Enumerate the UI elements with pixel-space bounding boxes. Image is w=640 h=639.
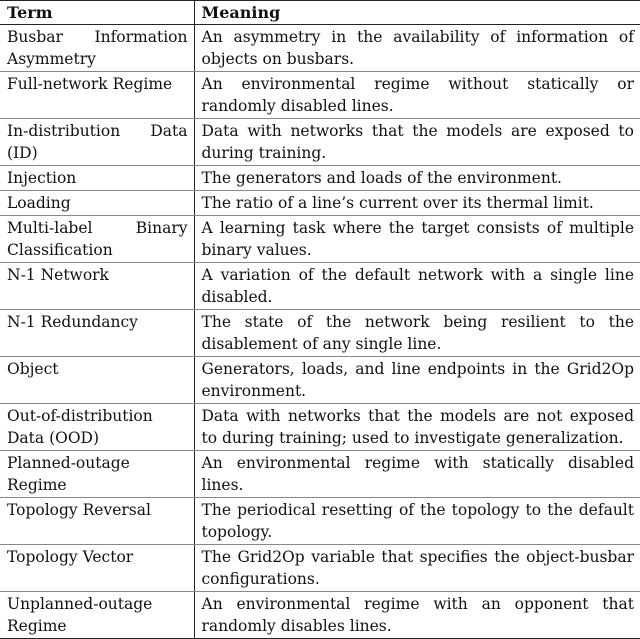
term-cell: Topology Reversal [0,498,194,545]
table-row [0,166,640,191]
term-column-header: Term [0,1,194,25]
table-row [0,216,640,263]
term-cell: N-1 Redundancy [0,310,194,357]
term-cell: Full-network Regime [0,72,194,119]
term-cell: Unplanned-outage Regime [0,592,194,639]
meaning-column-header: Meaning [194,1,640,25]
meaning-cell: Data with networks that the models are not exposed to during training; used to investigate generalization. [194,404,640,451]
meaning-cell: The generators and loads of the environment. [194,166,640,191]
meaning-cell: Data with networks that the models are exposed to during training. [194,119,640,166]
table-row [0,310,640,357]
meaning-cell: The Grid2Op variable that specifies the object-busbar configurations. [194,545,640,592]
table-row [0,263,640,310]
table-row [0,592,640,639]
table-row [0,404,640,451]
meaning-cell: A learning task where the target consists of multiple binary values. [194,216,640,263]
term-cell: Topology Vector [0,545,194,592]
table-row [0,119,640,166]
meaning-cell: The periodical resetting of the topology to the default topology. [194,498,640,545]
meaning-cell: An environmental regime without statically or randomly disabled lines. [194,72,640,119]
meaning-cell: Generators, loads, and line endpoints in the Grid2Op environment. [194,357,640,404]
table-row [0,191,640,216]
header-row [0,1,640,25]
table-row [0,72,640,119]
meaning-cell: A variation of the default network with a single line disabled. [194,263,640,310]
term-cell: Out-of-distribution Data (OOD) [0,404,194,451]
table-row [0,25,640,72]
term-cell: Injection [0,166,194,191]
term-cell: In-distribution Data (ID) [0,119,194,166]
meaning-cell: An asymmetry in the availability of information of objects on busbars. [194,25,640,72]
term-cell: Planned-outage Regime [0,451,194,498]
meaning-cell: An environmental regime with an opponent that randomly disables lines. [194,592,640,639]
term-cell: Multi-label Binary Classification [0,216,194,263]
table-row [0,357,640,404]
table-row [0,451,640,498]
meaning-cell: An environmental regime with statically disabled lines. [194,451,640,498]
table-row [0,498,640,545]
meaning-cell: The ratio of a line’s current over its thermal limit. [194,191,640,216]
term-cell: Loading [0,191,194,216]
table-row [0,545,640,592]
meaning-cell: The state of the network being resilient to the disablement of any single line. [194,310,640,357]
term-cell: Object [0,357,194,404]
term-cell: N-1 Network [0,263,194,310]
term-cell: Busbar Information Asymmetry [0,25,194,72]
